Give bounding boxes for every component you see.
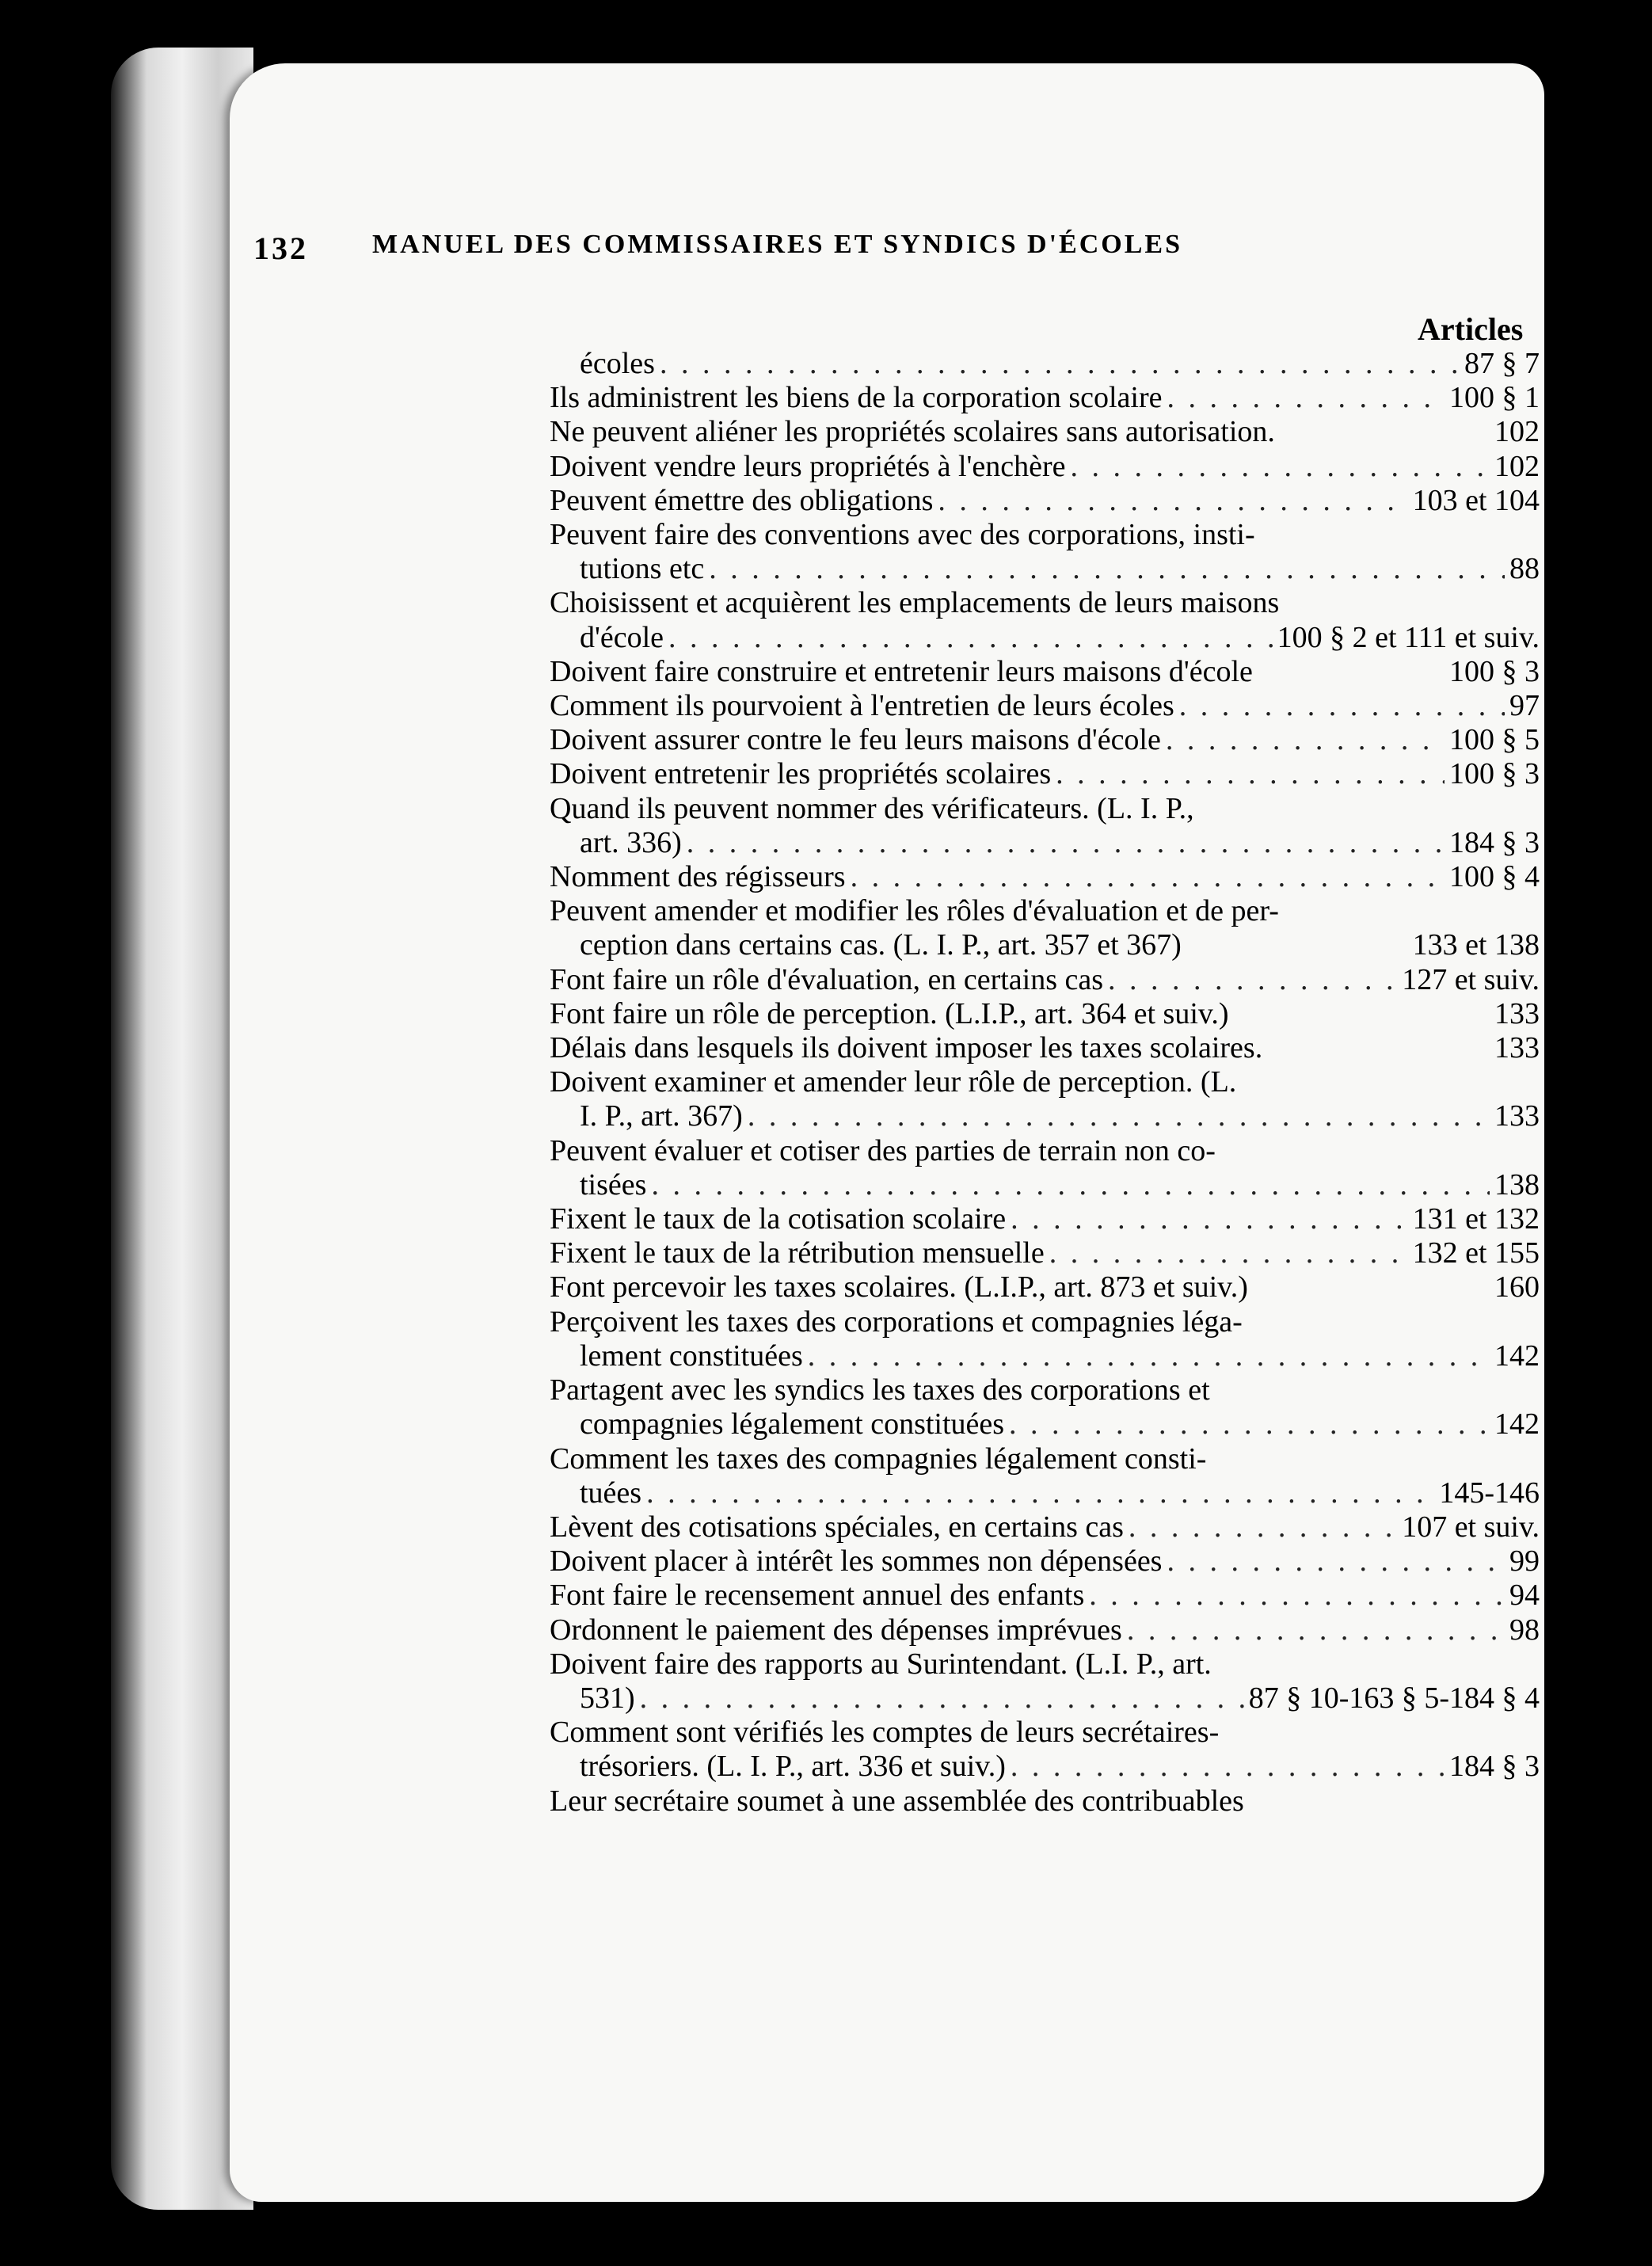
- index-entries: [550, 347, 1540, 1819]
- dot-leader: [1011, 1202, 1407, 1236]
- index-entry: [550, 381, 1540, 415]
- entry-article-ref: 133: [1494, 1031, 1540, 1065]
- entry-article-ref: 132 et 155: [1412, 1236, 1540, 1270]
- entry-article-ref: 184 § 3: [1449, 825, 1540, 859]
- index-entry: [550, 963, 1540, 997]
- entry-text: Ne peuvent aliéner les propriétés scolaires sans autorisation.: [550, 415, 1275, 449]
- entry-article-ref: 102: [1494, 449, 1540, 483]
- index-entry: [550, 586, 1540, 620]
- index-entry: [550, 450, 1540, 484]
- entry-article-ref: 99: [1509, 1544, 1540, 1579]
- entry-text: Peuvent amender et modifier les rôles d'évaluation et de per-: [550, 894, 1279, 928]
- entry-text: Fixent le taux de la rétribution mensuelle: [550, 1236, 1045, 1270]
- entry-text: Partagent avec les syndics les taxes des corporations et: [550, 1373, 1210, 1407]
- index-entry: [550, 894, 1540, 928]
- entry-article-ref: 102: [1494, 415, 1540, 449]
- entry-article-ref: 100 § 5: [1449, 723, 1540, 757]
- entry-text: 531): [580, 1681, 635, 1715]
- running-head: MANUEL DES COMMISSAIRES ET SYNDICS D'ÉCOLES: [372, 230, 1182, 259]
- entry-article-ref: 138: [1494, 1167, 1540, 1202]
- entry-article-ref: 100 § 3: [1449, 757, 1540, 791]
- entry-text: Font faire le recensement annuel des enfants: [550, 1579, 1085, 1613]
- index-entry: [550, 1270, 1540, 1304]
- entry-text: tuées: [580, 1476, 642, 1510]
- dot-leader: [1179, 689, 1505, 723]
- index-entry: [550, 655, 1540, 689]
- index-entry: [550, 928, 1540, 962]
- index-entry: [550, 1579, 1540, 1613]
- index-entry: [550, 757, 1540, 791]
- index-entry: [550, 552, 1540, 586]
- entry-article-ref: 87 § 7: [1464, 347, 1540, 380]
- dot-leader: [1049, 1236, 1408, 1270]
- dot-leader: [709, 552, 1505, 586]
- entry-article-ref: 131 et 132: [1412, 1202, 1540, 1236]
- dot-leader: [851, 860, 1445, 894]
- index-entry: [550, 723, 1540, 757]
- entry-article-ref: 103 et 104: [1412, 483, 1540, 517]
- entry-text: Font faire un rôle de perception. (L.I.P., art. 364 et suiv.): [550, 996, 1229, 1030]
- entry-text: Font faire un rôle d'évaluation, en certains cas: [550, 962, 1104, 996]
- entry-article-ref: 94: [1509, 1579, 1540, 1613]
- entry-article-ref: 160: [1494, 1270, 1540, 1304]
- index-entry: [550, 1202, 1540, 1236]
- index-entry: [550, 1099, 1540, 1133]
- articles-heading: Articles: [1418, 311, 1524, 347]
- entry-text: Comment ils pourvoient à l'entretien de leurs écoles: [550, 689, 1174, 723]
- index-entry: [550, 1339, 1540, 1373]
- index-entry: [550, 1510, 1540, 1544]
- page-header: [253, 230, 1521, 267]
- index-entry: [550, 1305, 1540, 1339]
- entry-article-ref: 87 § 10-163 § 5-184 § 4: [1248, 1681, 1540, 1715]
- index-entry: [550, 1544, 1540, 1579]
- entry-text: Font percevoir les taxes scolaires. (L.I.P., art. 873 et suiv.): [550, 1270, 1248, 1304]
- entry-article-ref: 184 § 3: [1449, 1750, 1540, 1784]
- entry-text: d'école: [580, 620, 664, 654]
- index-entry: [550, 1442, 1540, 1476]
- dot-leader: [646, 1476, 1434, 1510]
- index-entry: [550, 826, 1540, 860]
- dot-leader: [1071, 450, 1490, 484]
- dot-leader: [651, 1168, 1490, 1202]
- entry-article-ref: 142: [1494, 1407, 1540, 1441]
- entry-text: Peuvent faire des conventions avec des corporations, insti-: [550, 518, 1255, 552]
- index-entry: [550, 347, 1540, 381]
- dot-leader: [1056, 757, 1445, 791]
- index-entry: [550, 415, 1540, 449]
- dot-leader: [1167, 381, 1445, 415]
- entry-text: compagnies légalement constituées: [580, 1407, 1005, 1441]
- entry-text: Doivent entretenir les propriétés scolaires: [550, 757, 1052, 791]
- index-entry: [550, 518, 1540, 552]
- entry-text: Doivent vendre leurs propriétés à l'enchère: [550, 449, 1066, 483]
- entry-article-ref: 133: [1494, 1099, 1540, 1133]
- entry-article-ref: 142: [1494, 1339, 1540, 1373]
- dot-leader: [640, 1681, 1244, 1716]
- entry-text: art. 336): [580, 825, 682, 859]
- index-entry: [550, 1613, 1540, 1647]
- entry-article-ref: 100 § 1: [1449, 381, 1540, 415]
- dot-leader: [668, 621, 1273, 655]
- entry-article-ref: 100 § 4: [1449, 860, 1540, 894]
- entry-text: écoles: [580, 347, 655, 380]
- entry-text: Perçoivent les taxes des corporations et compagnies léga-: [550, 1304, 1243, 1339]
- entry-text: Doivent placer à intérêt les sommes non dépensées: [550, 1544, 1163, 1579]
- index-entry: [550, 1750, 1540, 1784]
- entry-text: Lèvent des cotisations spéciales, en certains cas: [550, 1510, 1124, 1544]
- index-entry: [550, 1647, 1540, 1681]
- entry-text: Délais dans lesquels ils doivent imposer les taxes scolaires.: [550, 1031, 1263, 1065]
- entry-text: Nomment des régisseurs: [550, 860, 846, 894]
- dot-leader: [1011, 1750, 1445, 1784]
- entry-text: Peuvent émettre des obligations: [550, 483, 934, 517]
- dot-leader: [1009, 1407, 1490, 1441]
- page-number: 132: [253, 230, 308, 266]
- entry-article-ref: 145-146: [1439, 1476, 1540, 1510]
- entry-article-ref: 127 et suiv.: [1402, 962, 1540, 996]
- entry-text: lement constituées: [580, 1339, 803, 1373]
- entry-text: ception dans certains cas. (L. I. P., art. 357 et 367): [580, 928, 1182, 962]
- index-entry: [550, 1784, 1540, 1819]
- entry-text: Comment sont vérifiés les comptes de leurs secrétaires-: [550, 1716, 1220, 1750]
- index-entry: [550, 860, 1540, 894]
- index-entry: [550, 689, 1540, 723]
- index-entry: [550, 1407, 1540, 1441]
- dot-leader: [687, 826, 1445, 860]
- entry-text: tisées: [580, 1167, 647, 1202]
- index-entry: [550, 484, 1540, 518]
- dot-leader: [1127, 1613, 1505, 1647]
- entry-text: Doivent faire construire et entretenir leurs maisons d'école: [550, 654, 1253, 688]
- dot-leader: [1129, 1510, 1397, 1544]
- dot-leader: [748, 1099, 1490, 1133]
- index-entry: [550, 1373, 1540, 1407]
- entry-article-ref: 98: [1509, 1613, 1540, 1647]
- index-entry: [550, 1065, 1540, 1099]
- dot-leader: [1167, 1544, 1505, 1579]
- entry-article-ref: 133: [1494, 996, 1540, 1030]
- entry-text: Doivent faire des rapports au Surintendant. (L.I. P., art.: [550, 1647, 1212, 1681]
- index-entry: [550, 1168, 1540, 1202]
- entry-article-ref: 97: [1509, 689, 1540, 723]
- entry-text: Doivent assurer contre le feu leurs maisons d'école: [550, 723, 1161, 757]
- entry-text: I. P., art. 367): [580, 1099, 743, 1133]
- index-entry: [550, 1236, 1540, 1270]
- entry-text: Quand ils peuvent nommer des vérificateurs. (L. I. P.,: [550, 791, 1194, 825]
- entry-text: Ordonnent le paiement des dépenses imprévues: [550, 1613, 1122, 1647]
- index-entry: [550, 997, 1540, 1031]
- dot-leader: [660, 347, 1460, 381]
- index-entry: [550, 621, 1540, 655]
- entry-text: Peuvent évaluer et cotiser des parties de terrain non co-: [550, 1133, 1216, 1167]
- index-entry: [550, 1681, 1540, 1716]
- entry-text: Comment les taxes des compagnies légalement consti-: [550, 1441, 1207, 1476]
- entry-article-ref: 133 et 138: [1412, 928, 1540, 962]
- dot-leader: [1108, 963, 1397, 997]
- entry-article-ref: 88: [1509, 552, 1540, 586]
- entry-text: Choisissent et acquièrent les emplacements de leurs maisons: [550, 586, 1280, 620]
- entry-text: trésoriers. (L. I. P., art. 336 et suiv.): [580, 1750, 1006, 1784]
- dot-leader: [808, 1339, 1490, 1373]
- entry-text: tutions etc: [580, 552, 705, 586]
- entry-article-ref: 107 et suiv.: [1402, 1510, 1540, 1544]
- entry-text: Fixent le taux de la cotisation scolaire: [550, 1202, 1007, 1236]
- entry-text: Ils administrent les biens de la corporation scolaire: [550, 381, 1163, 415]
- index-entry: [550, 1031, 1540, 1065]
- entry-text: Doivent examiner et amender leur rôle de perception. (L.: [550, 1065, 1237, 1099]
- entry-article-ref: 100 § 3: [1449, 654, 1540, 688]
- dot-leader: [1089, 1579, 1505, 1613]
- dot-leader: [1166, 723, 1445, 757]
- entry-text: Leur secrétaire soumet à une assemblée des contribuables: [550, 1784, 1244, 1818]
- entry-article-ref: 100 § 2 et 111 et suiv.: [1277, 620, 1540, 654]
- index-entry: [550, 1134, 1540, 1168]
- index-entry: [550, 1716, 1540, 1750]
- index-entry: [550, 792, 1540, 826]
- dot-leader: [938, 484, 1407, 518]
- index-entry: [550, 1476, 1540, 1510]
